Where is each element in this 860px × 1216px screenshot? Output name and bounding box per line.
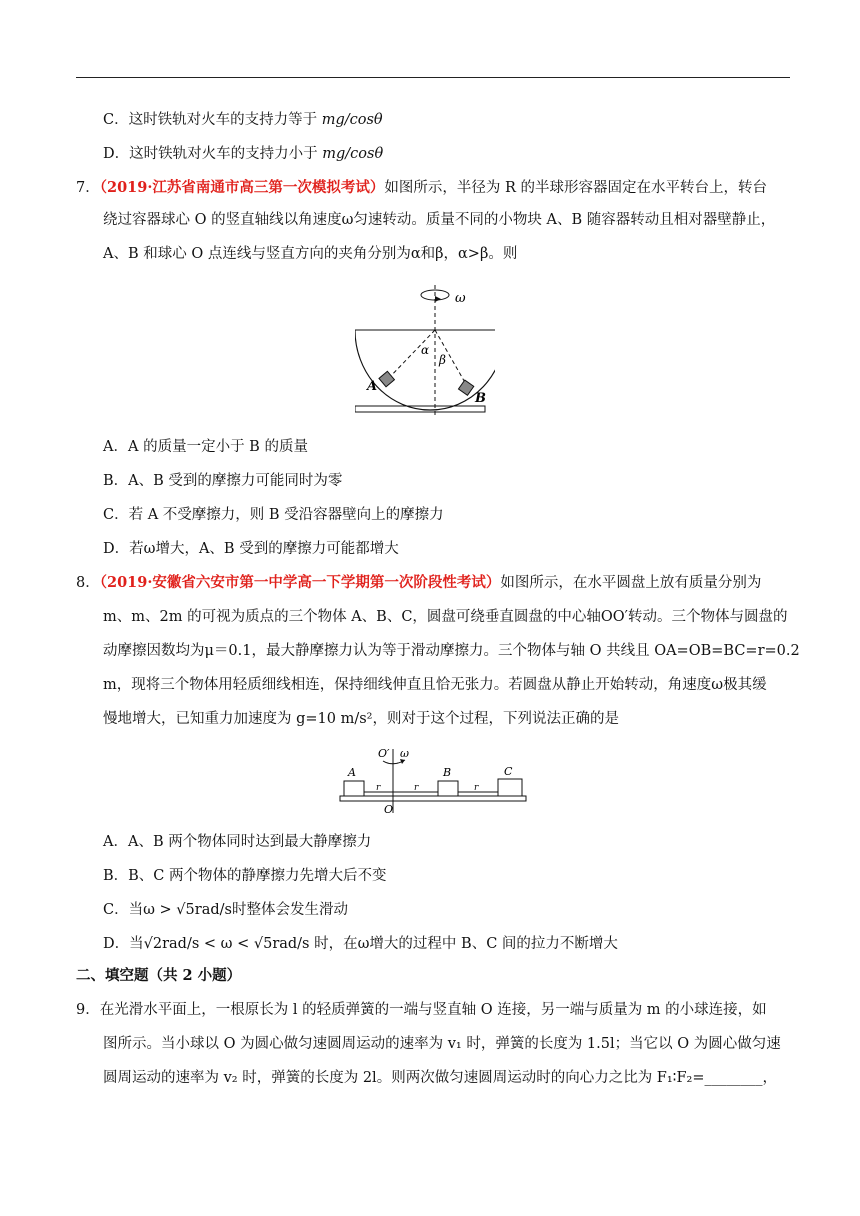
q8-block-b-label: B xyxy=(443,766,452,779)
q8-oprime-label: O′ xyxy=(378,747,390,760)
q7-alpha-label: α xyxy=(421,343,430,357)
q8-line3: 动摩擦因数均为μ＝0.1，最大静摩擦力认为等于滑动摩擦力。三个物体与轴 O 共线且 OA=OB=BC=r=0.2 xyxy=(103,643,800,659)
option-c-prev: C．这时铁轨对火车的支持力等于 mg/cosθ xyxy=(103,112,383,128)
q8-omega-label: ω xyxy=(400,747,409,760)
q8-source: （2019·安徽省六安市第一中学高一下学期第一次阶段性考试） xyxy=(99,574,501,591)
q8-line2: m、m、2m 的可视为质点的三个物体 A、B、C，圆盘可绕垂直圆盘的中心轴OO′转动。三个物体与圆盘的 xyxy=(103,609,788,625)
q7-line2: 绕过容器球心 O 的竖直轴线以角速度ω匀速转动。质量不同的小物块 A、B 随容器转动且相对器壁静止， xyxy=(103,212,776,228)
q7-bowl-figure xyxy=(355,280,495,430)
q7-block-a-label: A xyxy=(367,379,378,394)
option-d-prev: D．这时铁轨对火车的支持力小于 mg/cosθ xyxy=(103,146,384,162)
q8-o-label: O xyxy=(384,803,394,816)
q7-option-a: A．A 的质量一定小于 B 的质量 xyxy=(103,439,308,455)
q7-omega-label: ω xyxy=(455,291,466,306)
q7-option-d: D．若ω增大，A、B 受到的摩擦力可能都增大 xyxy=(103,541,399,557)
q7-beta-label: β xyxy=(439,353,446,367)
header-rule xyxy=(76,77,790,78)
q8-r-label-2: r xyxy=(414,783,419,793)
q8-block-c-label: C xyxy=(504,765,513,778)
q8-r-label-1: r xyxy=(376,783,381,793)
q8-disc-figure xyxy=(338,745,528,817)
q9-line1: 9．在光滑水平面上，一根原长为 l 的轻质弹簧的一端与竖直轴 O 连接，另一端与质量为 m 的小球连接，如 xyxy=(76,1002,767,1018)
q7-option-c: C．若 A 不受摩擦力，则 B 受沿容器壁向上的摩擦力 xyxy=(103,507,444,523)
q7-line3: A、B 和球心 O 点连线与竖直方向的夹角分别为α和β，α>β。则 xyxy=(103,246,518,262)
q8-line5: 慢地增大，已知重力加速度为 g=10 m/s²，则对于这个过程，下列说法正确的是 xyxy=(103,711,619,727)
q8-option-c: C．当ω > √5rad/s时整体会发生滑动 xyxy=(103,902,348,918)
q8-r-label-3: r xyxy=(474,783,479,793)
section-heading: 二、填空题（共 2 小题） xyxy=(76,967,242,984)
q7-block-b-label: B xyxy=(475,391,486,406)
q8-line1: 8．（2019·安徽省六安市第一中学高一下学期第一次阶段性考试）如图所示，在水平圆盘上放有质量分别为 xyxy=(76,574,762,591)
q8-option-d: D．当√2rad/s < ω < √5rad/s 时，在ω增大的过程中 B、C 间的拉力不断增大 xyxy=(103,936,618,952)
q9-line2: 图所示。当小球以 O 为圆心做匀速圆周运动的速率为 v₁ 时，弹簧的长度为 1.5l；当它以 O 为圆心做匀速 xyxy=(103,1036,781,1052)
q8-option-a: A．A、B 两个物体同时达到最大静摩擦力 xyxy=(103,834,372,850)
q7-option-b: B．A、B 受到的摩擦力可能同时为零 xyxy=(103,473,343,489)
q8-option-b: B．B、C 两个物体的静摩擦力先增大后不变 xyxy=(103,868,387,884)
q7-line1: 7．（2019·江苏省南通市高三第一次模拟考试）如图所示，半径为 R 的半球形容器固定在水平转台上，转台 xyxy=(76,179,768,196)
q8-line4: m，现将三个物体用轻质细线相连，保持细线伸直且恰无张力。若圆盘从静止开始转动，角速度ω极其缓 xyxy=(103,677,767,693)
q8-block-a-label: A xyxy=(348,766,356,779)
q9-line3: 圆周运动的速率为 v₂ 时，弹簧的长度为 2l。则两次做匀速圆周运动时的向心力之比为 F₁∶F₂=________， xyxy=(103,1070,777,1086)
q7-source: （2019·江苏省南通市高三第一次模拟考试） xyxy=(99,179,385,196)
